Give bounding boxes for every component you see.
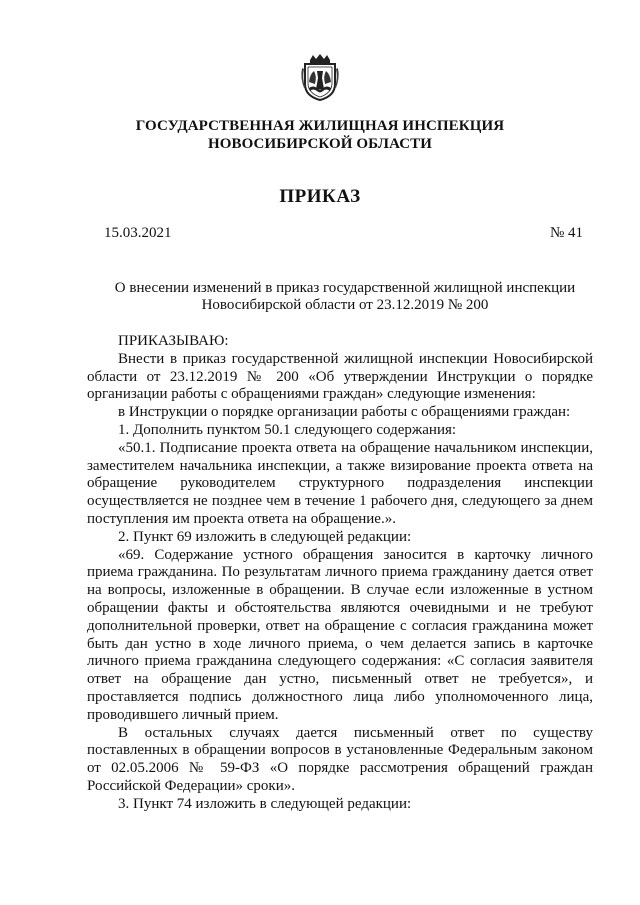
body-paragraph: 3. Пункт 74 изложить в следующей редакции: — [118, 795, 412, 812]
document-title-line1: О внесении изменений в приказ государственной жилищной инспекции — [114, 280, 576, 296]
body-paragraph: Внести в приказ государственной жилищной инспекции Новосибирской области от 23.12.2019 № 200 «Об утверждении Инструкции о порядке организации работы с обращениями граждан» следующие изменения: — [87, 350, 593, 403]
document-body — [87, 333, 593, 814]
document-title-line2: Новосибирской области от 23.12.2019 № 200 — [201, 297, 489, 313]
body-paragraph: «69. Содержание устного обращения заносится в карточку личного приема гражданина. По результатам личного приема гражданину дается ответ на вопросы, изложенные в обращении. В случае если изложенные в устном обращении факты и обстоятельства являются очевидными и не требуют дополнительной проверки, ответ на обращение с согласия гражданина может быть дан устно в ходе личного приема, о чем делается запись в карточке личного приема гражданина следующего содержания: «С согласия заявителя ответ на обращение дан устно, письменный ответ не требуется», и проставляется подпись должностного лица либо уполномоченного лица, проводившего личный прием. — [87, 546, 593, 723]
document-date: 15.03.2021 — [104, 225, 172, 241]
body-paragraph: В остальных случаях дается письменный ответ по существу поставленных в обращении вопросов в установленные Федеральным законом от 02.05.2006 № 59-ФЗ «О порядке рассмотрения обращений граждан Российской Федерации» сроки». — [87, 724, 593, 794]
coat-of-arms-icon — [300, 54, 340, 101]
organization-name-line1: ГОСУДАРСТВЕННАЯ ЖИЛИЩНАЯ ИНСПЕКЦИЯ — [135, 118, 505, 134]
body-paragraph: 1. Дополнить пунктом 50.1 следующего содержания: — [118, 421, 457, 438]
document-number: № 41 — [549, 225, 583, 241]
body-paragraph: в Инструкции о порядке организации работы с обращениями граждан: — [118, 404, 571, 421]
document-type-heading: ПРИКАЗ — [279, 186, 361, 207]
body-paragraph: 2. Пункт 69 изложить в следующей редакции: — [118, 528, 412, 545]
body-paragraph: «50.1. Подписание проекта ответа на обращение начальником инспекции, заместителем начальника инспекции, а также визирование проекта ответа на обращение руководителем структурного подразделения инспекции осуществляется не позднее чем в течение 1 рабочего дня, следующего за днем поступления им проекта ответа на обращение.». — [87, 439, 593, 527]
organization-name-line2: НОВОСИБИРСКОЙ ОБЛАСТИ — [207, 136, 433, 152]
order-keyword: ПРИКАЗЫВАЮ: — [118, 333, 229, 349]
